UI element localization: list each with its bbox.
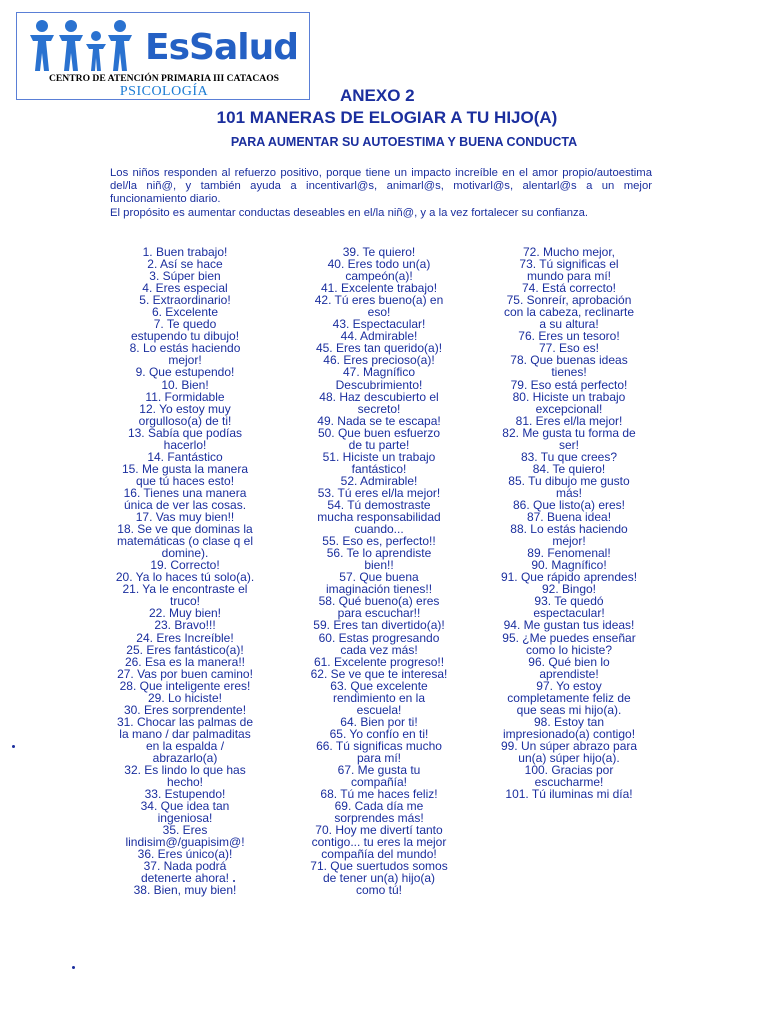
praise-line: 50. Que buen esfuerzo (317, 425, 441, 440)
center-name: CENTRO DE ATENCIÓN PRIMARIA III CATACAOS (48, 73, 279, 84)
praise-line: campeón(a)! (345, 269, 413, 284)
praise-line: 89. Fenomenal! (527, 546, 611, 561)
praise-line: como tú! (355, 883, 403, 898)
logo-brand: EsSalud (145, 27, 298, 68)
praise-line: 66. Tú significas mucho (316, 738, 442, 753)
praise-line: 96. Qué bien lo (528, 654, 610, 669)
praise-line: orgulloso(a) de ti! (138, 413, 232, 428)
praise-line: 4. Eres especial (142, 281, 228, 296)
praise-line: 55. Eso es, perfecto!! (322, 534, 436, 549)
praise-line: lindisim@/guapisim@! (125, 835, 245, 850)
praise-line: sorprendes más! (334, 811, 424, 826)
praise-line: 68. Tú me haces feliz! (320, 787, 438, 802)
praise-line: 8. Lo estás haciendo (129, 341, 241, 356)
praise-line: 40. Eres todo un(a) (327, 257, 431, 272)
praise-line: 28. Que inteligente eres! (119, 678, 251, 693)
praise-line: 41. Excelente trabajo! (320, 281, 438, 296)
praise-line: 73. Tú significas el (519, 257, 619, 272)
praise-line: 21. Ya le encontraste el (122, 582, 248, 597)
praise-line: 51. Hiciste un trabajo (322, 449, 436, 464)
scan-speck (72, 966, 75, 969)
praise-line: mejor! (168, 353, 202, 368)
praise-line: 52. Admirable! (340, 473, 418, 488)
praise-line: mejor! (552, 534, 586, 549)
praise-line: 69. Cada día me (334, 799, 424, 814)
praise-line: 25. Eres fantástico(a)! (126, 642, 244, 657)
praise-line: cuando... (354, 522, 404, 537)
praise-line: ingeniosa! (157, 811, 213, 826)
praise-line: 78. Que buenas ideas (510, 353, 628, 368)
praise-line: imaginación tienes!! (325, 582, 433, 597)
praise-line: bien!! (364, 558, 394, 573)
praise-line: como lo hiciste? (525, 642, 613, 657)
praise-line: estupendo tu dibujo! (130, 329, 240, 344)
praise-line: 35. Eres (162, 823, 208, 838)
praise-line: ser! (558, 437, 579, 452)
praise-line: 91. Que rápido aprendes! (500, 570, 638, 585)
praise-line: 45. Eres tan querido(a)! (315, 341, 443, 356)
scan-speck (233, 880, 235, 882)
praise-line: 16. Tienes una manera (123, 485, 247, 500)
praise-line: 11. Formidable (145, 389, 225, 404)
praise-line: 56. Te lo aprendiste (326, 546, 432, 561)
praise-line: 94. Me gustan tus ideas! (503, 618, 635, 633)
praise-line: que seas mi hijo(a). (516, 702, 622, 717)
praise-line: mucha responsabilidad (317, 510, 441, 525)
praise-line: 80. Hiciste un trabajo (512, 389, 626, 404)
praise-line: mundo para mí! (526, 269, 612, 284)
praise-line: 20. Ya lo haces tú solo(a). (115, 570, 255, 585)
praise-line: que tú haces esto! (135, 473, 235, 488)
praise-line: escuela! (356, 702, 402, 717)
praise-column-2 (303, 246, 455, 897)
praise-line: 57. Que buena (339, 570, 419, 585)
praise-line: 12. Yo estoy muy (139, 401, 231, 416)
praise-line: 43. Espectacular! (332, 317, 426, 332)
praise-line: 36. Eres único(a)! (137, 847, 233, 862)
praise-line: 86. Que listo(a) eres! (512, 497, 626, 512)
praise-line: 62. Se ve que te interesa! (310, 666, 448, 681)
praise-line: 84. Te quiero! (532, 461, 606, 476)
praise-line: 60. Estas progresando (318, 630, 440, 645)
praise-line: de tener un(a) hijo(a) (322, 871, 436, 886)
praise-line: 1. Buen trabajo! (142, 245, 228, 259)
praise-line: impresionado(a) contigo! (502, 726, 636, 741)
praise-line: 17. Vas muy bien!! (135, 510, 235, 525)
praise-line: 18. Se ve que dominas la (117, 522, 253, 537)
praise-line: 33. Estupendo! (144, 787, 226, 802)
praise-column-1 (110, 246, 260, 897)
praise-line: 31. Chocar las palmas de (116, 714, 254, 729)
praise-line: la mano / dar palmaditas (119, 726, 251, 741)
praise-line: 23. Bravo!!! (154, 618, 216, 633)
praise-line: 90. Magnífico! (531, 558, 607, 573)
praise-line: 92. Bingo! (541, 582, 597, 597)
praise-line: 42. Tú eres bueno(a) en (314, 293, 444, 308)
praise-line: 54. Tú demostraste (327, 497, 431, 512)
praise-line: 38. Bien, muy bien! (133, 883, 237, 898)
praise-line: con la cabeza, reclinarte (503, 305, 635, 320)
essalud-logo (16, 12, 310, 100)
praise-line: hecho! (166, 775, 204, 790)
praise-line: 67. Me gusta tu (337, 763, 421, 778)
page-subtitle: PARA AUMENTAR SU AUTOESTIMA Y BUENA CONDUCTA (230, 135, 578, 149)
praise-line: 49. Nada se te escapa! (317, 413, 441, 428)
praise-line: completamente feliz de (507, 690, 631, 705)
praise-line: 88. Lo estás haciendo (510, 522, 628, 537)
praise-line: única de ver las cosas. (123, 497, 247, 512)
praise-line: 101. Tú iluminas mi día! (505, 787, 633, 802)
praise-line: aprendiste! (539, 666, 599, 681)
praise-line: espectacular! (533, 606, 605, 621)
praise-line: abrazarlo(a) (152, 750, 218, 765)
praise-line: 93. Te quedó (534, 594, 604, 609)
praise-line: 72. Mucho mejor, (522, 245, 616, 259)
praise-line: 7. Te quedo (153, 317, 217, 332)
praise-line: 14. Fantástico (147, 449, 223, 464)
praise-line: 48. Haz descubierto el (319, 389, 439, 404)
praise-line: 81. Eres el/la mejor! (515, 413, 623, 428)
praise-line: 61. Excelente progreso!! (313, 654, 445, 669)
praise-line: 64. Bien por ti! (340, 714, 418, 729)
praise-line: para mí! (356, 750, 401, 765)
praise-line: 26. Esa es la manera!! (124, 654, 246, 669)
praise-line: 6. Excelente (151, 305, 219, 320)
praise-line: 87. Buena idea! (526, 510, 612, 525)
praise-line: 32. Es lindo lo que has (124, 763, 246, 778)
praise-line: 9. Que estupendo! (135, 365, 235, 380)
praise-line: 76. Eres un tesoro! (518, 329, 620, 344)
praise-line: más! (555, 485, 582, 500)
praise-line: 53. Tú eres el/la mejor! (317, 485, 441, 500)
praise-line: matemáticas (o clase q el (116, 534, 254, 549)
department-name: PSICOLOGÍA (119, 84, 209, 99)
praise-line: 97. Yo estoy (536, 678, 602, 693)
praise-line: 3. Súper bien (149, 269, 221, 284)
people-family-icon (25, 17, 145, 75)
praise-line: Descubrimiento! (335, 377, 423, 392)
praise-line: 95. ¿Me puedes enseñar (502, 630, 636, 645)
purpose-paragraph: El propósito es aumentar conductas deseables en el/la niñ@, y a la vez fortalecer su confianza. (110, 207, 589, 219)
praise-line: 30. Eres sorprendente! (123, 702, 247, 717)
praise-line: 65. Yo confío en ti! (329, 726, 429, 741)
praise-line: 59. Eres tan divertido(a)! (313, 618, 445, 633)
praise-line: hacerlo! (163, 437, 207, 452)
praise-line: 44. Admirable! (340, 329, 418, 344)
praise-line: cada vez más! (340, 642, 418, 657)
praise-line: 71. Que suertudos somos (310, 859, 448, 874)
praise-line: excepcional! (535, 401, 603, 416)
praise-line: 22. Muy bien! (148, 606, 222, 621)
praise-line: a su altura! (539, 317, 599, 332)
praise-line: 74. Está correcto! (521, 281, 617, 296)
praise-line: 63. Que excelente (330, 678, 428, 693)
praise-line: domine). (161, 546, 209, 561)
praise-line: 70. Hoy me divertí tanto (315, 823, 443, 838)
praise-line: compañía del mundo! (321, 847, 437, 862)
praise-line: rendimiento en la (332, 690, 426, 705)
praise-line: 29. Lo hiciste! (147, 690, 223, 705)
praise-line: 75. Sonreír, aprobación (506, 293, 632, 308)
intro-paragraph (110, 167, 652, 206)
praise-line: 37. Nada podrá (143, 859, 227, 874)
praise-line: 39. Te quiero! (342, 245, 416, 259)
praise-line: tienes! (551, 365, 587, 380)
page-title: 101 MANERAS DE ELOGIAR A TU HIJO(A) (216, 108, 558, 127)
praise-line: secreto! (357, 401, 401, 416)
praise-line: fantástico! (351, 461, 407, 476)
praise-line: 2. Así se hace (147, 257, 223, 272)
praise-line: contigo... tu eres la mejor (311, 835, 447, 850)
praise-line: 100. Gracias por (524, 763, 614, 778)
praise-line: 58. Qué bueno(a) eres (318, 594, 440, 609)
praise-line: 27. Vas por buen camino! (117, 666, 253, 681)
praise-line: 77. Eso es! (538, 341, 600, 356)
praise-line: 47. Magnífico (342, 365, 416, 380)
praise-line: para escuchar!! (337, 606, 421, 621)
scan-speck (12, 745, 15, 748)
praise-line: 10. Bien! (161, 377, 209, 392)
praise-line: 79. Eso está perfecto! (510, 377, 628, 392)
praise-line: 34. Que idea tan (140, 799, 230, 814)
praise-line: truco! (169, 594, 200, 609)
praise-line: 5. Extraordinario! (139, 293, 231, 308)
praise-line: 82. Me gusta tu forma de (502, 425, 636, 440)
praise-line: eso! (367, 305, 391, 320)
praise-line: en la espalda / (145, 738, 225, 753)
praise-line: un(a) súper hijo(a). (518, 750, 620, 765)
praise-line: escucharme! (534, 775, 604, 790)
intro-text: Los niños responden al refuerzo positivo, porque tiene un impacto increíble en el amor propio/autoestima del/la niñ@, y también ayuda a incentivarl@s, animarl@s, motivarl@s, alentarl@s a un mejor funcionamiento diario. (110, 167, 652, 205)
praise-line: 83. Tu que crees? (520, 449, 618, 464)
praise-line: 98. Estoy tan (533, 714, 605, 729)
praise-line: de tu parte! (348, 437, 410, 452)
praise-line: 85. Tu dibujo me gusto (508, 473, 630, 488)
praise-line: 19. Correcto! (150, 558, 220, 573)
praise-column-3 (494, 246, 644, 800)
praise-line: detenerte ahora! (140, 871, 230, 886)
praise-line: 46. Eres precioso(a)! (323, 353, 435, 368)
praise-line: 15. Me gusta la manera (121, 461, 249, 476)
praise-line: 13. Sabía que podías (127, 425, 243, 440)
praise-line: 99. Un súper abrazo para (500, 738, 638, 753)
praise-line: 24. Eres Increíble! (136, 630, 234, 645)
praise-line: compañía! (350, 775, 408, 790)
annex-label: ANEXO 2 (340, 86, 415, 105)
